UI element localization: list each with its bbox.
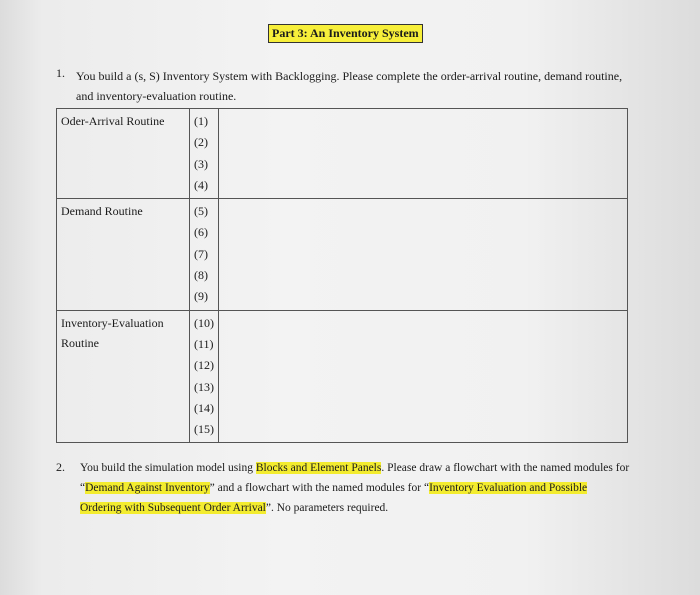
- item-numbers: [190, 199, 219, 310]
- row-label: Demand Routine: [57, 199, 190, 310]
- item-number: (3): [194, 156, 208, 171]
- item-numbers: [190, 310, 219, 443]
- highlighted-term: Inventory Evaluation and Possible Ordering with Subsequent Order Arrival: [80, 482, 588, 514]
- item-number: (8): [194, 268, 208, 283]
- item-numbers: [190, 109, 219, 199]
- item-number: (15): [194, 422, 214, 437]
- highlighted-term: Demand Against Inventory: [85, 482, 210, 494]
- q2-text-segment: ” and a flowchart with the named modules for “: [209, 482, 430, 494]
- q2-text-segment: ”. No parameters required.: [265, 502, 389, 514]
- question-2-text: [80, 458, 630, 518]
- item-number: (6): [194, 225, 208, 240]
- q2-text-segment: . Please draw a flowchart with the named modules for “: [80, 462, 630, 494]
- row-label: Oder-Arrival Routine: [57, 109, 190, 199]
- item-number: (4): [194, 177, 208, 192]
- item-number: (10): [194, 315, 214, 330]
- table-row: [57, 199, 628, 310]
- q2-text-segment: You build the simulation model using: [80, 462, 256, 474]
- answer-cell[interactable]: [219, 109, 628, 199]
- item-number: (12): [194, 358, 214, 373]
- table-row: [57, 310, 628, 443]
- item-number: (13): [194, 379, 214, 394]
- item-number: (5): [194, 204, 208, 219]
- highlighted-term: Blocks and Element Panels: [255, 462, 382, 474]
- answer-cell[interactable]: [219, 310, 628, 443]
- question-2-number: 2.: [56, 460, 65, 474]
- table-row: [57, 109, 628, 199]
- item-number: (9): [194, 289, 208, 304]
- page-title: Part 3: An Inventory System: [268, 24, 423, 43]
- routine-table: [56, 108, 628, 443]
- item-number: (1): [194, 114, 208, 128]
- question-1-text: You build a (s, S) Inventory System with Backlogging. Please complete the order-arrival routine, demand routine, and inventory-evaluation routine.: [76, 69, 623, 103]
- item-number: (11): [194, 336, 214, 351]
- answer-cell[interactable]: [219, 199, 628, 310]
- item-number: (2): [194, 135, 208, 150]
- item-number: (7): [194, 246, 208, 261]
- question-1-number: 1.: [56, 66, 65, 80]
- item-number: (14): [194, 400, 214, 415]
- row-label: Inventory-Evaluation Routine: [57, 310, 190, 443]
